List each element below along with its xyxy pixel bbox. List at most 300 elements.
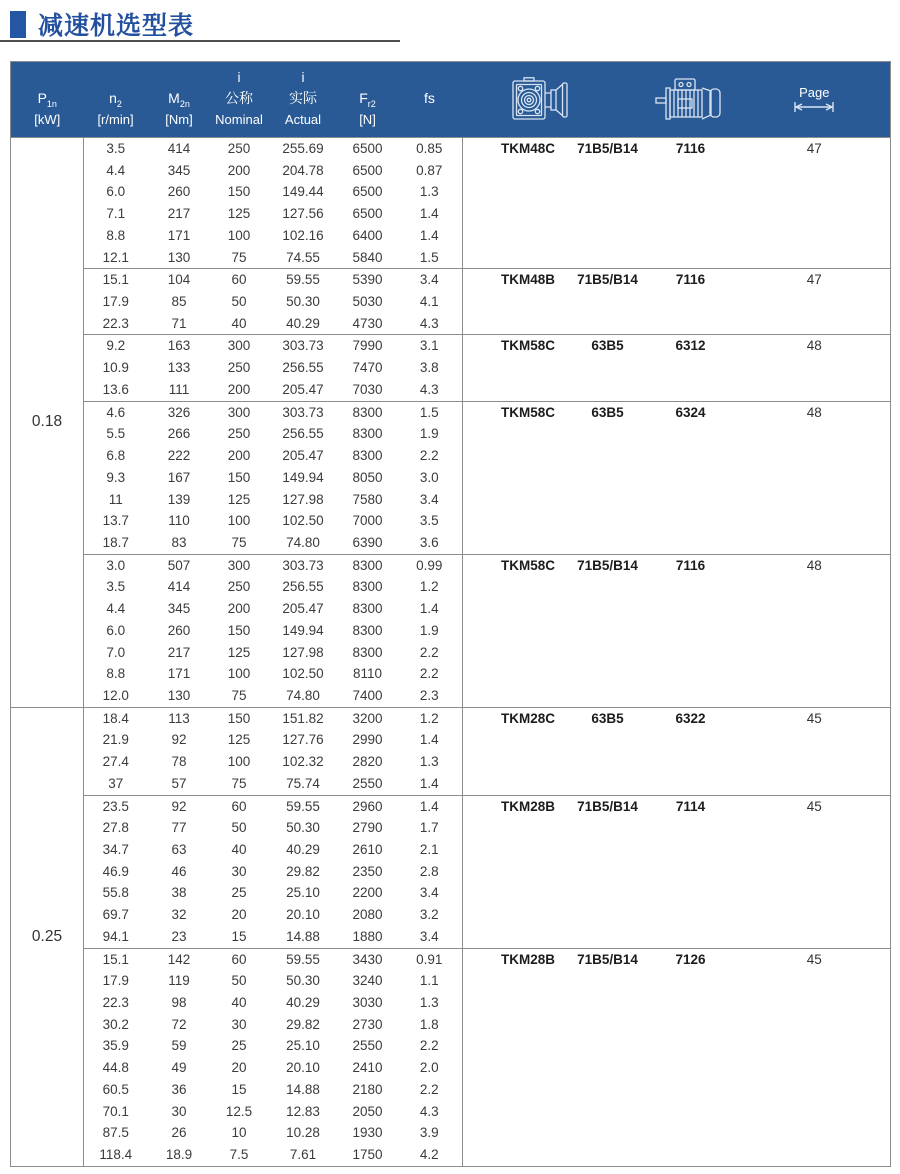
cell-n2: 55.8 <box>102 885 129 901</box>
cell-m2n: 38 <box>171 885 187 901</box>
cell-fr2: 6400 <box>352 227 383 243</box>
cell-inom: 25 <box>231 1038 247 1054</box>
cell-n2: 87.5 <box>102 1125 129 1141</box>
cell-iact: 127.56 <box>282 206 324 222</box>
cell-iact: 25.10 <box>286 1038 320 1054</box>
cell-iact: 102.50 <box>282 666 324 682</box>
cell-fr2: 8300 <box>352 622 383 638</box>
cell-iact: 102.16 <box>282 227 324 243</box>
cell-fs: 2.1 <box>397 839 463 861</box>
cell-iact: 75.74 <box>286 775 320 791</box>
page-cell: 48 <box>739 554 891 707</box>
cell-iact: 127.76 <box>282 732 324 748</box>
motor-code-cell: 6312 <box>643 335 739 401</box>
cell-inom: 100 <box>227 227 251 243</box>
cell-fr2: 2350 <box>352 863 383 879</box>
cell-fs: 0.85 <box>397 138 463 160</box>
cell-fr2: 8300 <box>339 401 397 423</box>
cell-inom: 30 <box>231 1016 247 1032</box>
cell-m2n: 217 <box>167 206 191 222</box>
cell-n2: 6.0 <box>106 622 126 638</box>
cell-n2: 35.9 <box>102 1038 129 1054</box>
cell-n2: 5.5 <box>106 426 126 442</box>
cell-fr2: 6390 <box>352 534 383 550</box>
table-row <box>11 269 891 291</box>
cell-inom: 40 <box>231 315 247 331</box>
model-cell: TKM28B <box>463 795 573 948</box>
cell-fr2: 7400 <box>352 687 383 703</box>
cell-n2: 22.3 <box>102 995 129 1011</box>
cell-m2n: 266 <box>167 426 191 442</box>
cell-inom: 75 <box>231 775 247 791</box>
cell-inom: 12.5 <box>225 1103 253 1119</box>
cell-n2: 3.0 <box>84 554 148 576</box>
cell-n2: 6.8 <box>106 448 126 464</box>
cell-m2n: 36 <box>171 1081 187 1097</box>
cell-inom: 200 <box>227 381 251 397</box>
cell-fs: 0.91 <box>397 948 463 970</box>
page-range-icon: Page <box>739 86 891 113</box>
cell-inom: 60 <box>211 795 268 817</box>
flange-cell: 63B5 <box>573 401 643 554</box>
cell-inom: 40 <box>231 995 247 1011</box>
cell-inom: 50 <box>231 973 247 989</box>
cell-m2n: 260 <box>167 622 191 638</box>
cell-iact: 25.10 <box>286 885 320 901</box>
cell-m2n: 130 <box>167 687 191 703</box>
table-row <box>11 554 891 576</box>
cell-fr2: 1750 <box>352 1147 383 1163</box>
cell-m2n: 345 <box>167 601 191 617</box>
cell-inom: 125 <box>227 644 251 660</box>
cell-inom: 250 <box>211 138 268 160</box>
cell-fs: 2.8 <box>397 861 463 883</box>
cell-n2: 11 <box>108 491 123 507</box>
cell-inom: 300 <box>211 401 268 423</box>
cell-n2: 17.9 <box>102 294 129 310</box>
cell-iact: 255.69 <box>268 138 339 160</box>
cell-m2n: 171 <box>167 227 191 243</box>
cell-fs: 1.9 <box>397 620 463 642</box>
col-header-n2: $n_2$ [r/min] <box>84 62 148 138</box>
cell-m2n: 49 <box>171 1060 187 1076</box>
model-cell: TKM28C <box>463 707 573 795</box>
cell-n2: 18.4 <box>84 707 148 729</box>
cell-iact: 303.73 <box>268 335 339 357</box>
cell-fr2: 8300 <box>352 448 383 464</box>
cell-n2: 10.9 <box>102 360 129 376</box>
cell-iact: 74.80 <box>286 687 320 703</box>
cell-m2n: 507 <box>148 554 211 576</box>
col-header-page <box>739 62 891 138</box>
cell-inom: 150 <box>211 707 268 729</box>
model-cell: TKM58C <box>463 335 573 401</box>
cell-iact: 127.98 <box>282 491 324 507</box>
cell-n2: 9.3 <box>106 469 126 485</box>
cell-fs: 3.4 <box>397 882 463 904</box>
cell-fr2: 3200 <box>339 707 397 729</box>
cell-fr2: 5390 <box>339 269 397 291</box>
cell-fr2: 5030 <box>352 294 383 310</box>
cell-fr2: 8300 <box>339 554 397 576</box>
cell-fs: 1.3 <box>397 992 463 1014</box>
cell-fs: 3.5 <box>397 510 463 532</box>
cell-fs: 2.2 <box>397 663 463 685</box>
cell-fr2: 1930 <box>352 1125 383 1141</box>
cell-fs: 3.9 <box>397 1122 463 1144</box>
cell-m2n: 414 <box>148 138 211 160</box>
cell-iact: 40.29 <box>286 315 320 331</box>
cell-m2n: 57 <box>171 775 187 791</box>
cell-fs: 1.7 <box>397 817 463 839</box>
cell-m2n: 110 <box>168 513 190 529</box>
flange-cell: 71B5/B14 <box>573 269 643 335</box>
col-header-gearbox <box>463 62 643 138</box>
motor-code-cell: 7116 <box>643 269 739 335</box>
cell-fs: 1.1 <box>397 970 463 992</box>
cell-fs: 4.2 <box>397 1144 463 1166</box>
cell-m2n: 217 <box>167 644 191 660</box>
cell-iact: 204.78 <box>282 162 324 178</box>
cell-fs: 2.2 <box>397 1035 463 1057</box>
cell-m2n: 83 <box>171 534 187 550</box>
cell-n2: 69.7 <box>102 907 129 923</box>
cell-inom: 75 <box>231 687 247 703</box>
cell-n2: 13.6 <box>102 381 129 397</box>
cell-n2: 7.1 <box>106 206 126 222</box>
cell-n2: 46.9 <box>102 863 129 879</box>
cell-fs: 2.0 <box>397 1057 463 1079</box>
cell-fr2: 2730 <box>352 1016 383 1032</box>
cell-n2: 4.6 <box>84 401 148 423</box>
flange-cell: 63B5 <box>573 707 643 795</box>
cell-n2: 94.1 <box>102 928 129 944</box>
cell-inom: 15 <box>231 1081 247 1097</box>
cell-m2n: 111 <box>168 381 190 397</box>
col-header-motor <box>643 62 739 138</box>
cell-m2n: 85 <box>171 294 187 310</box>
cell-n2: 70.1 <box>102 1103 129 1119</box>
cell-fr2: 1880 <box>352 928 383 944</box>
cell-inom: 250 <box>227 426 251 442</box>
cell-fr2: 3030 <box>352 995 383 1011</box>
cell-m2n: 71 <box>171 315 187 331</box>
cell-m2n: 142 <box>148 948 211 970</box>
cell-m2n: 92 <box>171 732 187 748</box>
cell-iact: 256.55 <box>282 360 324 376</box>
cell-fr2: 2410 <box>352 1060 383 1076</box>
cell-iact: 12.83 <box>286 1103 320 1119</box>
page-cell: 48 <box>739 335 891 401</box>
cell-m2n: 32 <box>171 907 187 923</box>
cell-n2: 3.5 <box>106 579 126 595</box>
cell-inom: 60 <box>211 269 268 291</box>
electric-motor-icon <box>643 75 739 125</box>
cell-fs: 3.6 <box>397 532 463 554</box>
motor-code-cell: 6324 <box>643 401 739 554</box>
cell-iact: 303.73 <box>268 554 339 576</box>
cell-n2: 13.7 <box>102 513 129 529</box>
flange-cell: 63B5 <box>573 335 643 401</box>
cell-fs: 3.1 <box>397 335 463 357</box>
cell-m2n: 98 <box>171 995 187 1011</box>
cell-fs: 1.5 <box>397 401 463 423</box>
cell-iact: 74.80 <box>286 534 320 550</box>
cell-fr2: 8300 <box>352 601 383 617</box>
cell-iact: 149.94 <box>282 622 324 638</box>
cell-fs: 3.4 <box>397 269 463 291</box>
cell-fs: 1.8 <box>397 1014 463 1036</box>
cell-fs: 4.3 <box>397 379 463 401</box>
cell-fr2: 6500 <box>352 162 383 178</box>
cell-iact: 256.55 <box>282 579 324 595</box>
cell-n2: 8.8 <box>106 227 126 243</box>
cell-fs: 1.3 <box>397 751 463 773</box>
col-header-fs: fs <box>397 62 463 138</box>
cell-iact: 14.88 <box>286 928 320 944</box>
cell-inom: 125 <box>227 732 251 748</box>
cell-fs: 1.4 <box>397 729 463 751</box>
cell-inom: 300 <box>211 554 268 576</box>
cell-fr2: 2820 <box>352 754 383 770</box>
cell-iact: 102.50 <box>282 513 324 529</box>
cell-inom: 300 <box>211 335 268 357</box>
cell-n2: 18.7 <box>102 534 129 550</box>
cell-iact: 29.82 <box>286 863 320 879</box>
cell-fs: 4.3 <box>397 1101 463 1123</box>
cell-n2: 15.1 <box>84 269 148 291</box>
cell-fr2: 6500 <box>339 138 397 160</box>
cell-m2n: 130 <box>167 249 191 265</box>
cell-inom: 150 <box>227 184 251 200</box>
cell-m2n: 326 <box>148 401 211 423</box>
page-title: 减速机选型表 <box>38 12 195 40</box>
cell-fr2: 2200 <box>352 885 383 901</box>
page-cell: 47 <box>739 138 891 269</box>
cell-m2n: 133 <box>167 360 191 376</box>
cell-fs: 3.4 <box>397 489 463 511</box>
cell-iact: 50.30 <box>286 294 320 310</box>
cell-m2n: 260 <box>167 184 191 200</box>
cell-fr2: 8110 <box>352 666 383 682</box>
cell-inom: 20 <box>231 907 247 923</box>
cell-iact: 7.61 <box>289 1147 317 1163</box>
cell-inom: 10 <box>231 1125 247 1141</box>
cell-fs: 1.4 <box>397 795 463 817</box>
model-cell: TKM48C <box>463 138 573 269</box>
cell-fs: 1.4 <box>397 225 463 247</box>
cell-iact: 50.30 <box>286 973 320 989</box>
cell-iact: 256.55 <box>282 426 324 442</box>
cell-m2n: 167 <box>167 469 191 485</box>
cell-inom: 150 <box>227 469 251 485</box>
cell-iact: 29.82 <box>286 1016 320 1032</box>
motor-code-cell: 6322 <box>643 707 739 795</box>
cell-inom: 30 <box>231 863 247 879</box>
cell-fr2: 2960 <box>339 795 397 817</box>
motor-code-cell: 7126 <box>643 948 739 1166</box>
cell-n2: 9.2 <box>84 335 148 357</box>
header-row <box>11 62 891 138</box>
cell-iact: 59.55 <box>268 269 339 291</box>
cell-n2: 118.4 <box>99 1147 133 1163</box>
col-header-fr2: $F_{r2}$ [N] <box>339 62 397 138</box>
cell-inom: 20 <box>231 1060 247 1076</box>
cell-m2n: 163 <box>148 335 211 357</box>
cell-n2: 30.2 <box>102 1016 129 1032</box>
cell-m2n: 119 <box>168 973 190 989</box>
cell-inom: 125 <box>227 491 251 507</box>
cell-iact: 151.82 <box>268 707 339 729</box>
cell-m2n: 222 <box>167 448 191 464</box>
cell-iact: 59.55 <box>268 795 339 817</box>
model-cell: TKM58C <box>463 554 573 707</box>
cell-inom: 200 <box>227 162 251 178</box>
cell-iact: 205.47 <box>282 448 324 464</box>
cell-n2: 15.1 <box>84 948 148 970</box>
cell-iact: 10.28 <box>286 1125 320 1141</box>
cell-fs: 1.4 <box>397 598 463 620</box>
cell-n2: 12.1 <box>102 249 129 265</box>
cell-n2: 3.5 <box>84 138 148 160</box>
model-cell: TKM28B <box>463 948 573 1166</box>
cell-iact: 14.88 <box>286 1081 320 1097</box>
cell-m2n: 139 <box>167 491 191 507</box>
cell-m2n: 113 <box>148 707 211 729</box>
cell-n2: 12.0 <box>102 687 129 703</box>
cell-m2n: 46 <box>171 863 187 879</box>
cell-inom: 100 <box>227 754 251 770</box>
cell-inom: 75 <box>231 534 247 550</box>
motor-code-cell: 7116 <box>643 138 739 269</box>
flange-cell: 71B5/B14 <box>573 948 643 1166</box>
flange-cell: 71B5/B14 <box>573 554 643 707</box>
cell-m2n: 171 <box>167 666 191 682</box>
motor-code-cell: 7114 <box>643 795 739 948</box>
cell-n2: 27.4 <box>102 754 129 770</box>
col-header-i-nominal: i 公称 Nominal <box>211 62 268 138</box>
cell-iact: 205.47 <box>282 381 324 397</box>
cell-fr2: 4730 <box>352 315 383 331</box>
cell-fs: 3.4 <box>397 926 463 948</box>
cell-m2n: 26 <box>171 1125 187 1141</box>
cell-inom: 150 <box>227 622 251 638</box>
cell-inom: 125 <box>227 206 251 222</box>
cell-inom: 25 <box>231 885 247 901</box>
cell-inom: 250 <box>227 360 251 376</box>
p1n-cell: 0.18 <box>11 138 84 708</box>
cell-inom: 100 <box>227 513 251 529</box>
page-cell: 47 <box>739 269 891 335</box>
cell-fr2: 6500 <box>352 206 383 222</box>
cell-fs: 2.2 <box>397 1079 463 1101</box>
cell-fs: 3.0 <box>397 467 463 489</box>
cell-n2: 7.0 <box>106 644 126 660</box>
page-cell: 48 <box>739 401 891 554</box>
cell-fr2: 7580 <box>352 491 383 507</box>
col-header-i-actual: i 实际 Actual <box>268 62 339 138</box>
cell-inom: 40 <box>231 842 247 857</box>
cell-m2n: 78 <box>171 754 187 770</box>
cell-fr2: 5840 <box>352 249 383 265</box>
cell-n2: 21.9 <box>102 732 129 748</box>
cell-inom: 50 <box>231 294 247 310</box>
cell-iact: 127.98 <box>282 644 324 660</box>
cell-fr2: 2610 <box>352 842 383 857</box>
cell-fs: 1.4 <box>397 203 463 225</box>
cell-fr2: 2990 <box>352 732 383 748</box>
cell-m2n: 92 <box>148 795 211 817</box>
cell-n2: 8.8 <box>106 666 126 682</box>
cell-iact: 149.94 <box>282 469 324 485</box>
cell-inom: 7.5 <box>229 1147 249 1163</box>
cell-fr2: 7030 <box>352 381 383 397</box>
cell-n2: 37 <box>108 775 124 791</box>
cell-inom: 15 <box>231 928 247 944</box>
cell-fs: 2.3 <box>397 685 463 707</box>
col-header-p1n: $P_{1n}$ [kW] <box>11 62 84 138</box>
cell-fs: 2.2 <box>397 445 463 467</box>
cell-n2: 17.9 <box>102 973 129 989</box>
cell-m2n: 345 <box>167 162 191 178</box>
cell-fs: 4.1 <box>397 291 463 313</box>
cell-inom: 50 <box>231 820 247 836</box>
cell-fs: 0.99 <box>397 554 463 576</box>
cell-inom: 75 <box>231 249 247 265</box>
cell-iact: 102.32 <box>282 754 324 770</box>
cell-iact: 20.10 <box>286 1060 320 1076</box>
worm-gearbox-icon <box>449 77 629 123</box>
cell-m2n: 72 <box>171 1016 187 1032</box>
cell-fs: 1.4 <box>397 773 463 795</box>
cell-m2n: 18.9 <box>165 1147 193 1163</box>
cell-iact: 149.44 <box>282 184 324 200</box>
flange-cell: 71B5/B14 <box>573 138 643 269</box>
cell-fs: 1.3 <box>397 181 463 203</box>
cell-fs: 3.8 <box>397 357 463 379</box>
cell-n2: 60.5 <box>102 1081 129 1097</box>
cell-n2: 6.0 <box>106 184 126 200</box>
cell-fr2: 7470 <box>352 360 383 376</box>
title-bar <box>10 6 194 42</box>
page-cell: 45 <box>739 795 891 948</box>
flange-cell: 71B5/B14 <box>573 795 643 948</box>
cell-fs: 1.2 <box>397 707 463 729</box>
cell-iact: 74.55 <box>286 249 320 265</box>
cell-m2n: 23 <box>171 928 187 944</box>
cell-m2n: 59 <box>171 1038 187 1054</box>
model-cell: TKM58C <box>463 401 573 554</box>
p1n-cell: 0.25 <box>11 707 84 1166</box>
cell-fr2: 8300 <box>352 644 383 660</box>
cell-m2n: 104 <box>148 269 211 291</box>
cell-fs: 2.2 <box>397 642 463 664</box>
cell-inom: 200 <box>227 601 251 617</box>
col-header-m2n: $M_{2n}$ [Nm] <box>148 62 211 138</box>
table-row <box>11 795 891 817</box>
table-row <box>11 948 891 970</box>
cell-fr2: 7000 <box>352 513 383 529</box>
cell-m2n: 30 <box>171 1103 187 1119</box>
title-underline <box>0 40 400 42</box>
cell-m2n: 63 <box>171 842 187 857</box>
cell-iact: 59.55 <box>268 948 339 970</box>
cell-inom: 100 <box>227 666 251 682</box>
cell-n2: 4.4 <box>106 601 126 617</box>
cell-iact: 20.10 <box>286 907 320 923</box>
cell-fr2: 3240 <box>352 973 383 989</box>
cell-n2: 4.4 <box>106 162 126 178</box>
